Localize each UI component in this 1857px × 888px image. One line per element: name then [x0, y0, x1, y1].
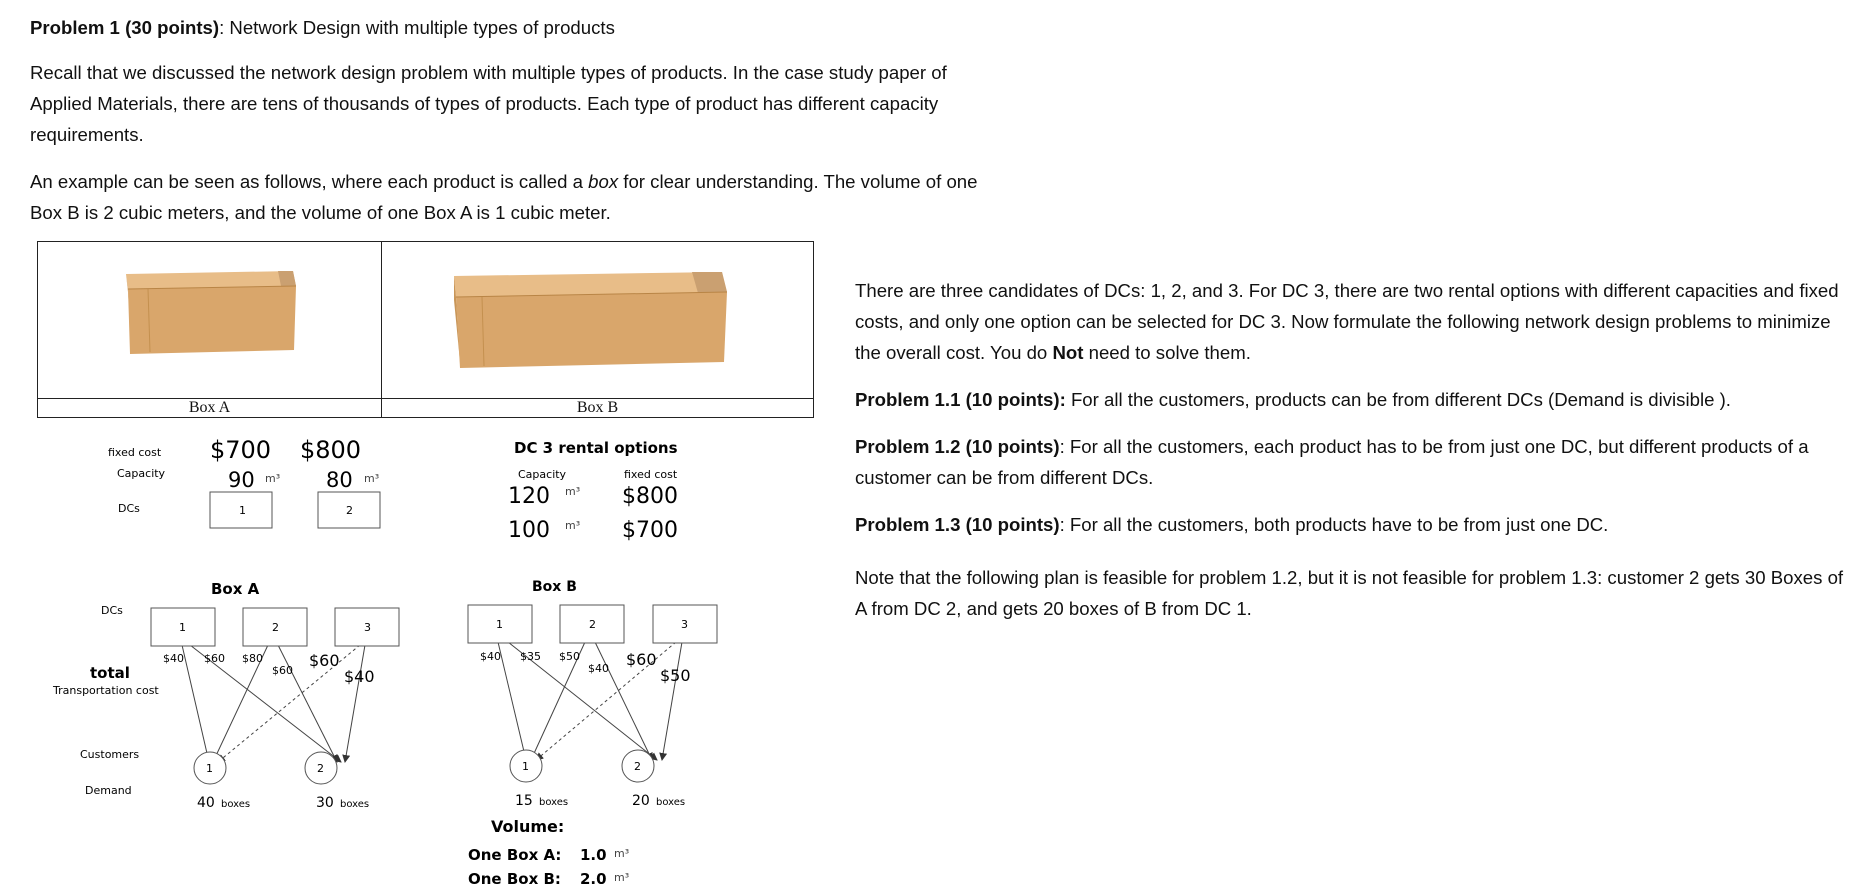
b-demand-2-unit: boxes [656, 797, 686, 808]
b-cost-2: $35 [520, 650, 541, 663]
customers-label: Customers [80, 748, 140, 761]
a-cost-3: $80 [242, 652, 263, 665]
a-demand-1: 40 [197, 795, 215, 811]
candidates-paragraph [855, 275, 1845, 368]
b-demand-1-unit: boxes [539, 797, 569, 808]
network-a [151, 608, 399, 811]
dc1-id: 1 [239, 504, 246, 517]
problem-1-3 [855, 509, 1845, 540]
volume-a-label: One Box A: [468, 846, 562, 864]
b-demand-1: 15 [515, 793, 533, 809]
problem-1-2 [855, 431, 1845, 493]
dc3-opt2-unit: m³ [565, 519, 581, 532]
dc3-fixed-cost-label: fixed cost [624, 468, 678, 481]
dcs-row-label: DCs [101, 604, 123, 617]
volume-a-value: 1.0 [580, 846, 607, 864]
network-b [468, 605, 717, 809]
a-cost-1: $40 [163, 652, 184, 665]
problem-1-3-bold: Problem 1.3 (10 points) [855, 514, 1060, 535]
b-demand-2: 20 [632, 793, 650, 809]
b-customer2-id: 2 [634, 760, 641, 773]
dc1-capacity: 90 [228, 468, 255, 492]
volume-b-unit: m³ [614, 871, 630, 884]
dc3-opt1-unit: m³ [565, 485, 581, 498]
b-cost-1: $40 [480, 650, 501, 663]
problem-1-1-bold: Problem 1.1 (10 points): [855, 389, 1066, 410]
b-cost-4: $40 [588, 662, 609, 675]
b-cost-6: $50 [660, 666, 691, 685]
problem-1-3-rest: : For all the customers, both products have to be from just one DC. [1059, 514, 1609, 535]
example-post: for clear understanding. The volume of one Box B is 2 cubic meters, and the volume of one Box A is 1 cubic meter. [30, 171, 978, 223]
b-cost-3: $50 [559, 650, 580, 663]
example-pre: An example can be seen as follows, where each product is called a [30, 171, 589, 192]
candidates-bold: Not [1052, 342, 1084, 363]
dc3-options-title: DC 3 rental options [514, 439, 678, 457]
dc2-fixed-cost: $800 [300, 436, 362, 464]
dc1-fixed-cost: $700 [210, 436, 272, 464]
demand-label: Demand [85, 784, 132, 797]
dcs-label: DCs [118, 502, 140, 515]
a-dc2-id: 2 [272, 621, 279, 634]
b-dc2-id: 2 [589, 618, 596, 631]
volume-b-label: One Box B: [468, 870, 561, 888]
box-a-label: Box A [38, 398, 382, 417]
problem-title-bold: Problem 1 (30 points) [30, 17, 220, 38]
network-a-title: Box A [211, 580, 260, 598]
box-b-label: Box B [382, 398, 813, 417]
b-cost-5: $60 [626, 650, 657, 669]
dc2-capacity: 80 [326, 468, 353, 492]
fixed-cost-label: fixed cost [108, 446, 162, 459]
network-b-title: Box B [532, 579, 577, 595]
dc3-opt2-cost: $700 [622, 518, 678, 543]
problem-1-1 [855, 384, 1845, 415]
total-label: total [90, 664, 130, 682]
dc2-id: 2 [346, 504, 353, 517]
problem-title-rest: : Network Design with multiple types of products [219, 17, 615, 38]
dc3-capacity-label: Capacity [518, 468, 567, 481]
problem-1-2-bold: Problem 1.2 (10 points) [855, 436, 1060, 457]
a-cost-5: $60 [309, 651, 340, 670]
b-dc3-id: 3 [681, 618, 688, 631]
candidates-post: need to solve them. [1083, 342, 1251, 363]
dc3-opt1-cost: $800 [622, 484, 678, 509]
volume-a-unit: m³ [614, 847, 630, 860]
problem-1-2-rest: : For all the customers, each product has to be from just one DC, but different products of a customer can be from different DCs. [855, 436, 1809, 488]
note-paragraph: Note that the following plan is feasible for problem 1.2, but it is not feasible for problem 1.3: customer 2 gets 30 Boxes of A from DC 2, and gets 20 boxes of B from DC 1. [855, 567, 1844, 619]
a-cost-4: $60 [272, 664, 293, 677]
dc3-opt1-capacity: 120 [508, 484, 550, 509]
a-dc1-id: 1 [179, 621, 186, 634]
b-customer1-id: 1 [522, 760, 529, 773]
candidates-pre: There are three candidates of DCs: 1, 2, and 3. For DC 3, there are two rental options with different capacities and fixed costs, and only one option can be selected for DC 3. Now formulate the following network design problems to minimize the overall cost. You do [855, 280, 1839, 363]
volume-b-value: 2.0 [580, 870, 607, 888]
volume-title: Volume: [491, 817, 565, 836]
a-cost-6: $40 [344, 667, 375, 686]
a-demand-2-unit: boxes [340, 799, 370, 810]
capacity-label: Capacity [117, 467, 166, 480]
a-customer2-id: 2 [317, 762, 324, 775]
dc1-capacity-unit: m³ [265, 472, 281, 485]
intro-paragraph: Recall that we discussed the network design problem with multiple types of products. In the case study paper of Applied Materials, there are tens of thousands of types of products. Each type of product has different capacity requirements. [30, 62, 947, 145]
a-demand-1-unit: boxes [221, 799, 251, 810]
dc2-capacity-unit: m³ [364, 472, 380, 485]
example-em: box [588, 171, 619, 192]
a-cost-2: $60 [204, 652, 225, 665]
dc3-opt2-capacity: 100 [508, 518, 550, 543]
problem-1-1-rest: For all the customers, products can be from different DCs (Demand is divisible ). [1065, 389, 1731, 410]
subproblems-text [855, 275, 1845, 640]
a-customer1-id: 1 [206, 762, 213, 775]
transport-label: Transportation cost [53, 684, 159, 697]
a-demand-2: 30 [316, 795, 334, 811]
network-diagram [0, 0, 830, 888]
b-dc1-id: 1 [496, 618, 503, 631]
a-dc3-id: 3 [364, 621, 371, 634]
